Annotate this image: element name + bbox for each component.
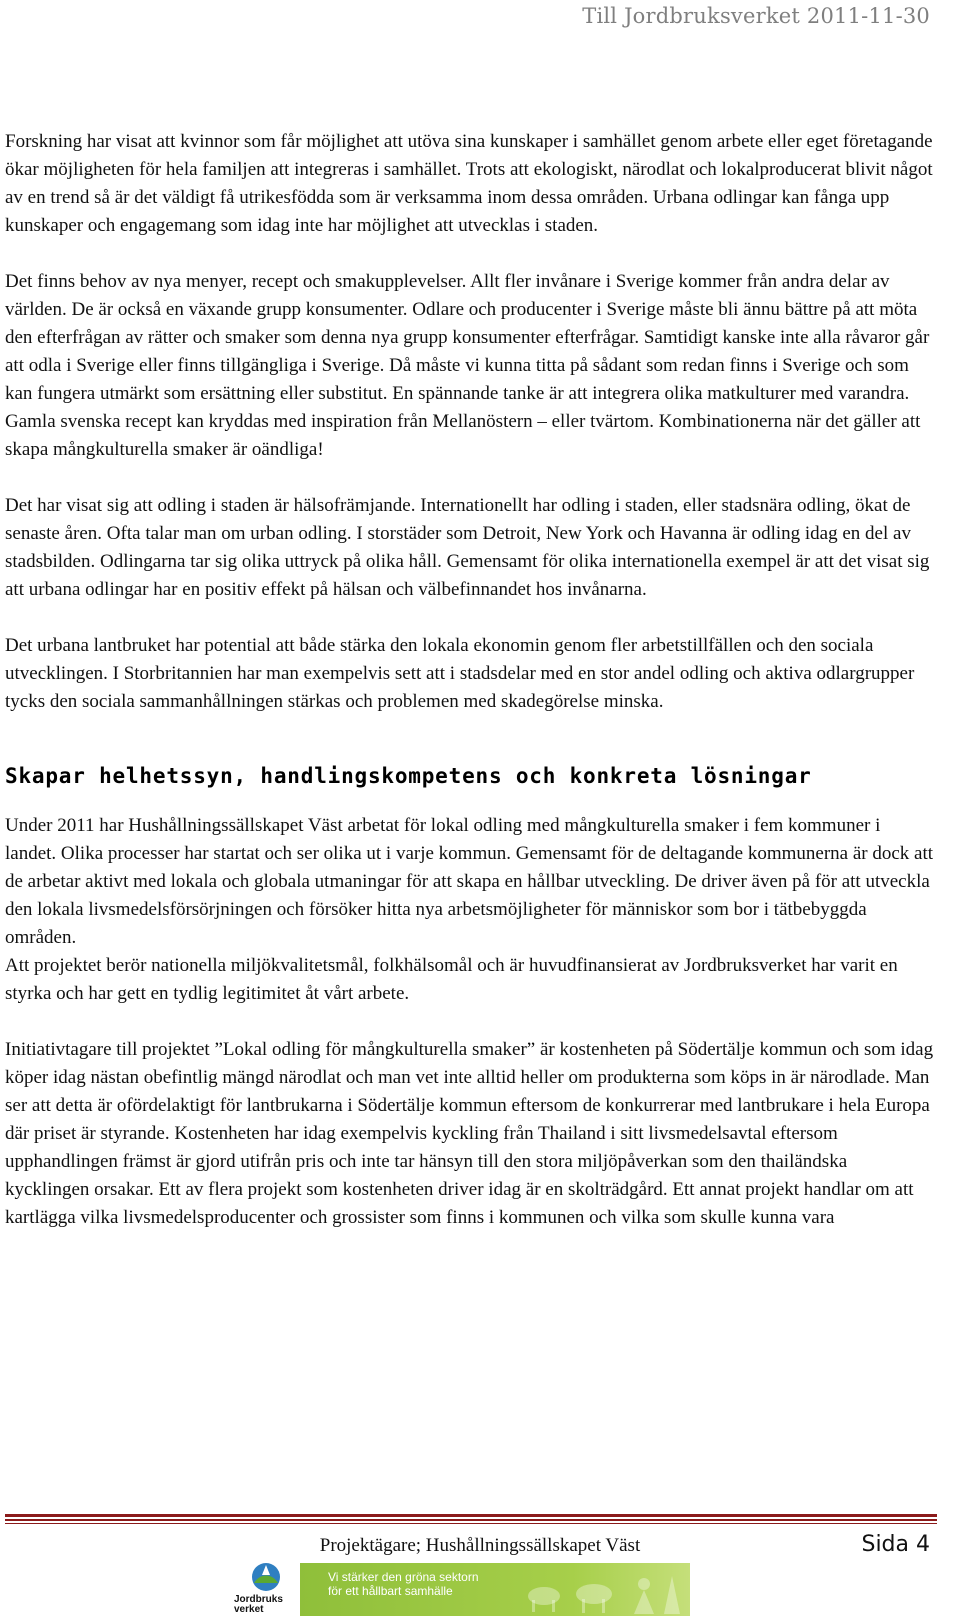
banner-line-2: för ett hållbart samhälle xyxy=(328,1584,453,1598)
section-paragraph-1: Under 2011 har Hushållningssällskapet Väst arbetat för lokal odling med mångkulturella smaker i fem kommuner i landet. Olika processer har startat och ser olika ut i varje kommun. Gemensamt för de deltagande kommunerna är dock att de arbetar aktivt med lokala och globala utmaningar för att skapa en hållbar utveckling. De driver även på för att utveckla den lokala livsmedelsförsörjningen och försöker hitta nya arbetsmöjligheter för människor som bor i tätbebyggda områden. xyxy=(5,815,934,948)
paragraph-4: Det urbana lantbruket har potential att både stärka den lokala ekonomin genom fler arbetstillfällen och den sociala utvecklingen. I Storbritannien har man exempelvis sett att i stadsdelar med en stor andel odling och aktiva odlargrupper tycks den sociala sammanhållningen stärkas och problemen med skadegörelse minska. xyxy=(5,635,915,712)
section-heading: Skapar helhetssyn, handlingskompetens och konkreta lösningar xyxy=(5,764,812,788)
page-number: Sida 4 xyxy=(861,1532,930,1557)
banner-silhouettes-icon xyxy=(514,1566,684,1614)
logo-text-line1: Jordbruks xyxy=(234,1594,283,1605)
paragraph-2: Det finns behov av nya menyer, recept och smakupplevelser. Allt fler invånare i Sverige kommer från andra delar av världen. De är också en växande grupp konsumenter. Odlare och producenter i Sverige måste bli ännu bättre på att möta den efterfrågan av rätter och smaker som denna nya grupp konsumenter efterfrågar. Samtidigt kanske inte alla råvaror går att odla i Sverige eller finns tillgängliga i Sverige. Då måste vi kunna titta på sådant som redan finns i Sverige och som kan fungera utmärkt som ersättning eller substitut. En spännande tanke är att integrera olika matkulturer med varandra. Gamla svenska recept kan kryddas med inspiration från Mellanöstern – eller tvärtom. Kombinationerna när det gäller att skapa mångkulturella smaker är oändliga! xyxy=(5,271,930,460)
document-body xyxy=(5,128,935,1232)
paragraph-3: Det har visat sig att odling i staden är hälsofrämjande. Internationellt har odling i staden, eller stadsnära odling, ökat de senaste åren. Ofta talar man om urban odling. I storstäder som Detroit, New York och Havanna är odling idag en del av stadsbilden. Odlingarna tar sig olika uttryck på olika håll. Gemensamt för olika internationella exempel är att det visat sig att urbana odlingar har en positiv effekt på hälsan och välbefinnandet hos invånarna. xyxy=(5,495,930,600)
footer-rule xyxy=(5,1514,937,1524)
header-date-line: Till Jordbruksverket 2011-11-30 xyxy=(582,4,930,28)
section-paragraph-3: Initiativtagare till projektet ”Lokal odling för mångkulturella smaker” är kostenheten på Södertälje kommun och som idag köper idag nästan obefintlig mängd närodlat och man vet inte alltid heller om produkterna som köps in är närodlade. Man ser att detta är ofördelaktigt för lantbrukarna i Södertälje kommun eftersom de konkurrerar med lantbrukare i hela Europa där priset är styrande. Kostenheten har idag exempelvis kyckling från Thailand i sitt livsmedelsavtal eftersom upphandlingen främst är gjord utifrån pris och inte tar hänsyn till den stora miljöpåverkan som den thailändska kycklingen orsakar. Ett av flera projekt som kostenheten driver idag är en skolträdgård. Ett annat projekt handlar om att kartlägga vilka livsmedelsproducenter och grossister som finns i kommunen och vilka som skulle kunna vara xyxy=(5,1039,934,1228)
jordbruksverket-logo xyxy=(232,1561,296,1615)
green-sector-banner xyxy=(300,1563,690,1616)
footer-owner: Projektägare; Hushållningssällskapet Väst xyxy=(319,1535,641,1556)
logo-text-line2: verket xyxy=(234,1604,264,1615)
banner-line-1: Vi stärker den gröna sektorn xyxy=(328,1570,479,1584)
paragraph-1: Forskning har visat att kvinnor som får möjlighet att utöva sina kunskaper i samhället genom arbete eller eget företagande ökar möjligheten för hela familjen att integreras i samhället. Trots att ekologiskt, närodlat och lokalproducerat blivit något av en trend så är det väldigt få utrikesfödda som är verksamma inom dessa områden. Urbana odlingar kan fånga upp kunskaper och engagemang som idag inte har möjlighet att utvecklas i staden. xyxy=(5,131,933,236)
section-paragraph-2: Att projektet berör nationella miljökvalitetsmål, folkhälsomål och är huvudfinansierat av Jordbruksverket har varit en styrka och har gett en tydlig legitimitet åt vårt arbete. xyxy=(5,955,898,1004)
